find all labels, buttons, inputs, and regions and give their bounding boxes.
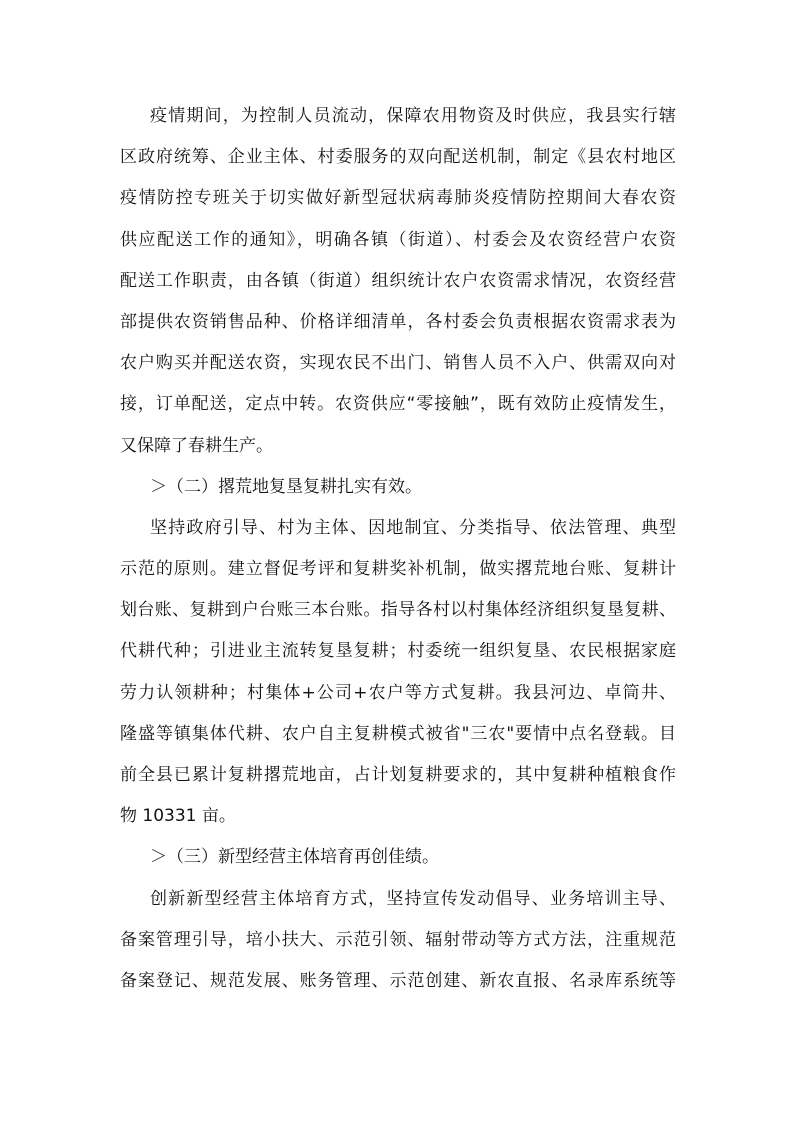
paragraph-line: 部提供农资销售品种、价格详细清单，各村委会负责根据农资需求表为 xyxy=(120,311,676,332)
paragraph-line: 配送工作职责，由各镇（街道）组织统计农户农资需求情况，农资经营 xyxy=(120,270,676,291)
document-body xyxy=(120,100,676,1006)
paragraph-line: 又保障了春耕生产。 xyxy=(120,435,273,456)
paragraph-line: 备案登记、规范发展、账务管理、示范创建、新农直报、名录库系统等 xyxy=(120,970,676,991)
paragraph-line: 劳力认领耕种；村集体+公司+农户等方式复耕。我县河边、卓筒井、 xyxy=(120,682,676,703)
paragraph-2 xyxy=(120,512,676,842)
paragraph-line: 划台账、复耕到户台账三本台账。指导各村以村集体经济组织复垦复耕、 xyxy=(120,600,676,621)
paragraph-line: 供应配送工作的通知》，明确各镇（街道）、村委会及农资经营户农资 xyxy=(120,229,676,250)
paragraph-line: 代耕代种；引进业主流转复垦复耕；村委统一组织复垦、农民根据家庭 xyxy=(120,641,676,662)
section-heading: ＞（二）撂荒地复垦复耕扎实有效。 xyxy=(150,476,422,497)
paragraph-line: 示范的原则。建立督促考评和复耕奖补机制，做实撂荒地台账、复耕计 xyxy=(120,559,676,580)
paragraph-line: 疫情防控专班关于切实做好新型冠状病毒肺炎疫情防控期间大春农资 xyxy=(120,188,676,209)
section-heading: ＞（三）新型经营主体培育再创佳绩。 xyxy=(150,847,439,868)
paragraph-line: 物 10331 亩。 xyxy=(120,806,236,827)
paragraph-1 xyxy=(120,100,676,471)
paragraph-line: 前全县已累计复耕撂荒地亩，占计划复耕要求的，其中复耕种植粮食作 xyxy=(120,765,676,785)
paragraph-line: 农户购买并配送农资，实现农民不出门、销售人员不入户、供需双向对 xyxy=(120,353,676,374)
paragraph-line: 疫情期间，为控制人员流动，保障农用物资及时供应，我县实行辖 xyxy=(150,106,676,126)
paragraph-line: 坚持政府引导、村为主体、因地制宜、分类指导、依法管理、典型 xyxy=(150,517,676,538)
paragraph-line: 隆盛等镇集体代耕、农户自主复耕模式被省"三农"要情中点名登载。目 xyxy=(120,723,676,744)
paragraph-3 xyxy=(120,883,676,1007)
paragraph-line: 创新新型经营主体培育方式，坚持宣传发动倡导、业务培训主导、 xyxy=(150,888,676,909)
paragraph-line: 区政府统筹、企业主体、村委服务的双向配送机制，制定《县农村地区 xyxy=(120,147,676,168)
paragraph-line: 备案管理引导，培小扶大、示范引领、辐射带动等方式方法，注重规范 xyxy=(120,929,676,950)
paragraph-line: 接，订单配送，定点中转。农资供应“零接触”，既有效防止疫情发生， xyxy=(120,394,676,415)
